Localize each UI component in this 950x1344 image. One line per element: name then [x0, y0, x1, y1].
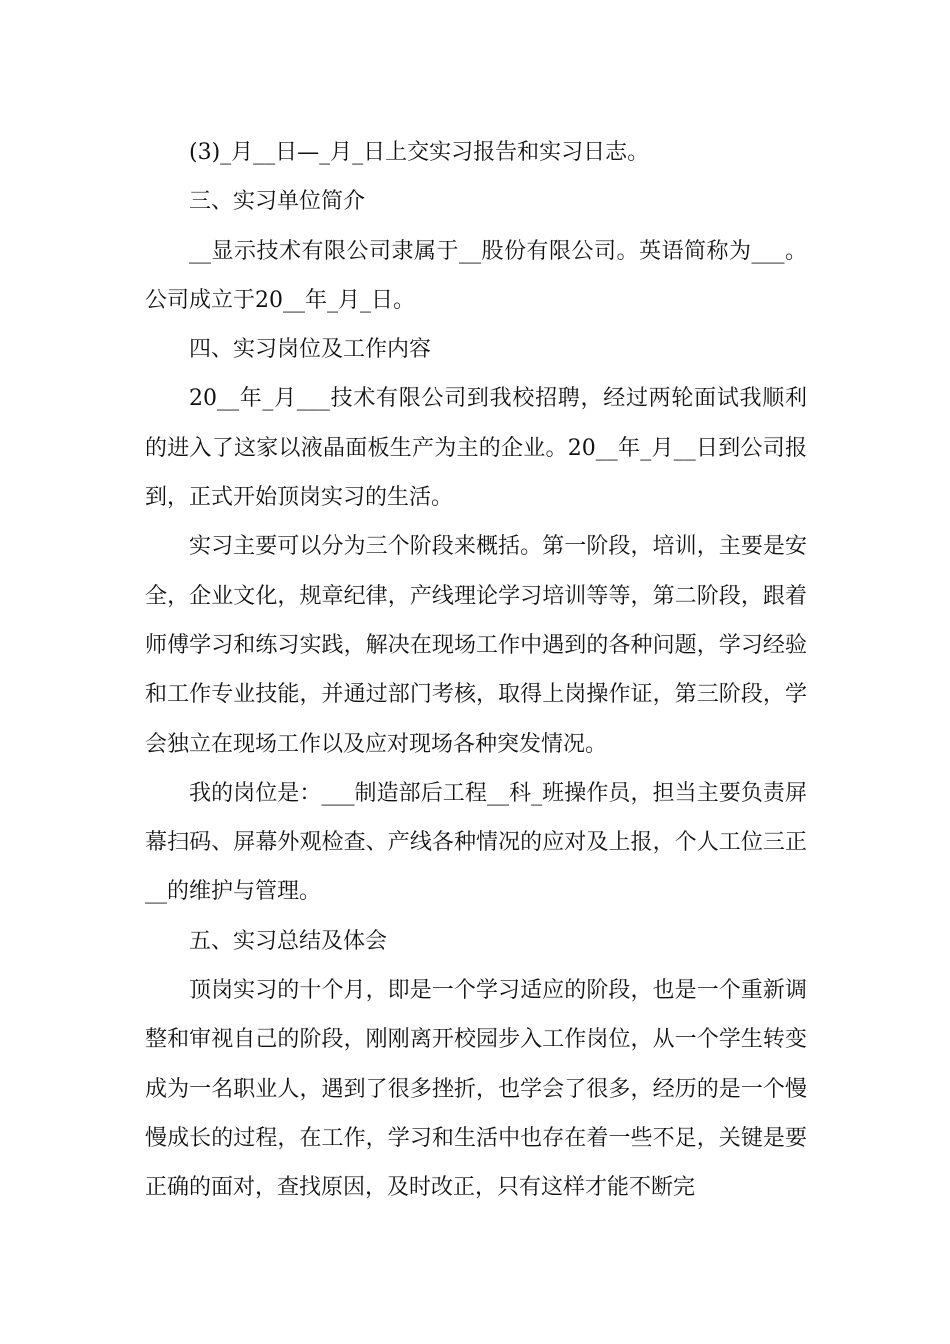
section-heading-summary: 五、实习总结及体会 — [189, 928, 388, 954]
paragraph-submission-schedule: (3)_月__日—_月_日上交实习报告和实习日志。 — [189, 140, 650, 165]
section-heading-company-intro: 三、实习单位简介 — [189, 189, 366, 215]
paragraph-company-intro: __显示技术有限公司隶属于__股份有限公司。英语简称为___。公司成立于20__年_月_日。 — [145, 238, 807, 313]
paragraph-my-position: 我的岗位是：___制造部后工程__科_班操作员，担当主要负责屏幕扫码、屏幕外观检查、产线各种情况的应对及上报，个人工位三正__的维护与管理。 — [145, 780, 807, 905]
paragraph-summary: 顶岗实习的十个月，即是一个学习适应的阶段，也是一个重新调整和审视自己的阶段，刚刚离开校园步入工作岗位，从一个学生转变成为一名职业人，遇到了很多挫折，也学会了很多，经历的是一个慢慢成长的过程，在工作，学习和生活中也存在着一些不足，关键是要正确的面对，查找原因，及时改正，只有这样才能不断完 — [145, 978, 807, 1201]
paragraph-recruitment: 20__年_月___技术有限公司到我校招聘，经过两轮面试我顺利的进入了这家以液晶面板生产为主的企业。20__年_月__日到公司报到，正式开始顶岗实习的生活。 — [145, 386, 807, 511]
paragraph-internship-stages: 实习主要可以分为三个阶段来概括。第一阶段，培训，主要是安全，企业文化，规章纪律，产线理论学习培训等等，第二阶段，跟着师傅学习和练习实践，解决在现场工作中遇到的各种问题，学习经验和工作专业技能，并通过部门考核，取得上岗操作证，第三阶段，学会独立在现场工作以及应对现场各种突发情况。 — [145, 534, 807, 757]
document-body — [145, 128, 807, 1213]
section-heading-position-and-work: 四、实习岗位及工作内容 — [189, 337, 432, 363]
